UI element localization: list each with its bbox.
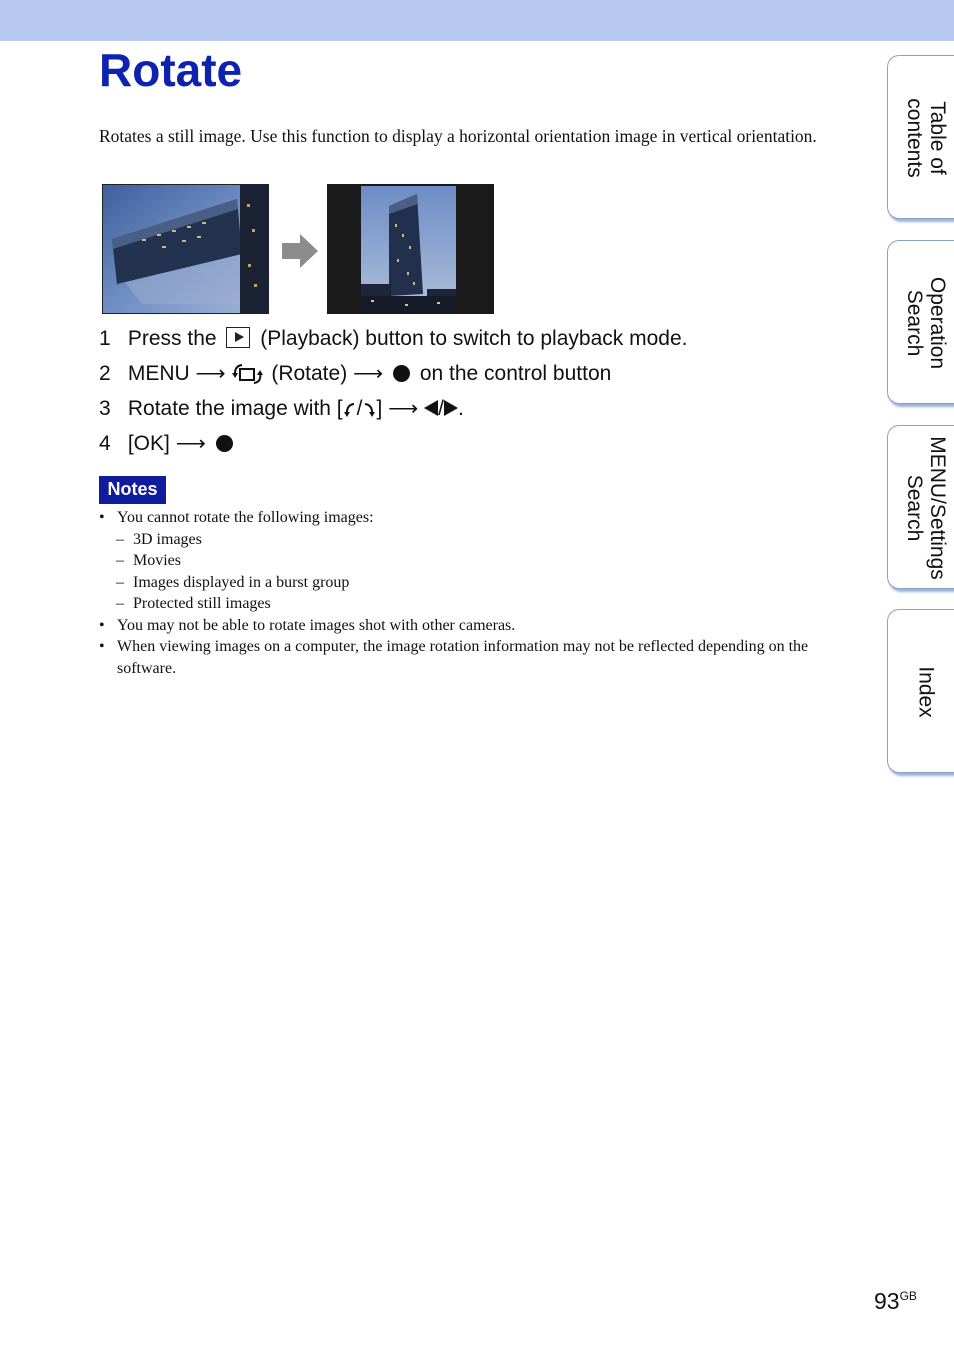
note-item xyxy=(99,507,859,529)
step-text: (Rotate) xyxy=(271,362,348,385)
tab-label-line: MENU/Settings xyxy=(926,436,949,580)
step-number: 3 xyxy=(99,397,111,420)
right-triangle-icon xyxy=(444,400,458,416)
sub-text: Images displayed in a burst group xyxy=(133,573,350,591)
center-button-icon xyxy=(216,435,233,452)
sub-item xyxy=(99,550,859,572)
step-4 xyxy=(99,429,237,459)
bullet-icon: • xyxy=(99,638,105,655)
left-triangle-icon xyxy=(424,400,438,416)
sub-item xyxy=(99,593,859,615)
tab-table-of-contents[interactable] xyxy=(887,55,954,219)
tab-operation-search[interactable] xyxy=(887,240,954,404)
dash-icon: – xyxy=(116,552,124,569)
arrow-icon: ⟶ xyxy=(388,397,419,421)
arrow-icon: ⟶ xyxy=(175,432,206,456)
note-text: When viewing images on a computer, the image rotation information may not be reflected depending on the software. xyxy=(117,638,809,677)
note-text: You cannot rotate the following images: xyxy=(117,509,374,526)
tab-label xyxy=(903,98,949,177)
sub-text: 3D images xyxy=(133,530,202,548)
tab-label xyxy=(915,666,938,717)
step-text: / xyxy=(438,397,444,420)
tab-label-line: contents xyxy=(903,98,926,178)
step-text: Rotate the image with [ xyxy=(127,397,343,420)
note-item xyxy=(99,615,859,637)
bullet-icon: • xyxy=(99,509,105,526)
vertical-orientation-photo xyxy=(327,184,494,314)
page-number xyxy=(874,1288,917,1315)
step-text: on the control button xyxy=(419,362,612,385)
rotate-right-icon xyxy=(362,400,376,418)
header-bar xyxy=(0,0,954,41)
page-number-value: 93 xyxy=(874,1288,900,1314)
step-2 xyxy=(99,359,611,389)
dash-icon: – xyxy=(116,530,124,548)
tab-label-line: Table of xyxy=(926,101,949,175)
tab-label xyxy=(903,436,949,580)
center-button-icon xyxy=(393,365,410,382)
tab-label-line: Search xyxy=(903,474,926,542)
sub-item xyxy=(99,529,859,551)
sub-item xyxy=(99,572,859,594)
rotate-icon xyxy=(231,362,265,386)
dash-icon: – xyxy=(116,573,124,591)
tab-label-line: Operation xyxy=(926,276,949,370)
step-text: / xyxy=(356,397,363,420)
tab-index[interactable] xyxy=(887,609,954,773)
step-text: . xyxy=(457,397,464,420)
step-3 xyxy=(99,394,464,424)
arrow-icon: ⟶ xyxy=(353,362,384,386)
step-number: 4 xyxy=(99,432,111,455)
step-text: Press the xyxy=(127,327,217,350)
horizontal-orientation-photo xyxy=(102,184,269,314)
sub-text: Movies xyxy=(133,552,181,569)
step-text: [OK] xyxy=(127,432,170,455)
arrow-right-icon xyxy=(282,234,320,268)
bullet-icon: • xyxy=(99,616,105,634)
tab-menu-settings-search[interactable] xyxy=(887,425,954,589)
tab-label-line: Search xyxy=(903,289,926,357)
dash-icon: – xyxy=(116,595,124,612)
step-text: ] xyxy=(376,397,383,420)
note-item xyxy=(99,636,859,679)
note-text: You may not be able to rotate images shot with other cameras. xyxy=(117,616,516,634)
intro-text: Rotates a still image. Use this function to display a horizontal orientation image in vertical orientation. xyxy=(99,126,817,146)
step-text: MENU xyxy=(127,362,190,385)
notes-list xyxy=(99,507,859,679)
step-text: (Playback) button to switch to playback mode. xyxy=(260,327,688,350)
page-title: Rotate xyxy=(99,44,243,96)
tab-label-line: Index xyxy=(914,666,938,718)
notes-badge: Notes xyxy=(99,476,166,504)
sub-text: Protected still images xyxy=(133,595,271,612)
tab-label xyxy=(903,277,949,369)
arrow-icon: ⟶ xyxy=(195,362,226,386)
rotate-left-icon xyxy=(343,400,357,418)
step-number: 1 xyxy=(99,327,111,350)
playback-icon xyxy=(226,327,250,348)
page-number-suffix: GB xyxy=(899,1289,917,1303)
step-1 xyxy=(99,324,687,354)
step-number: 2 xyxy=(99,362,111,385)
